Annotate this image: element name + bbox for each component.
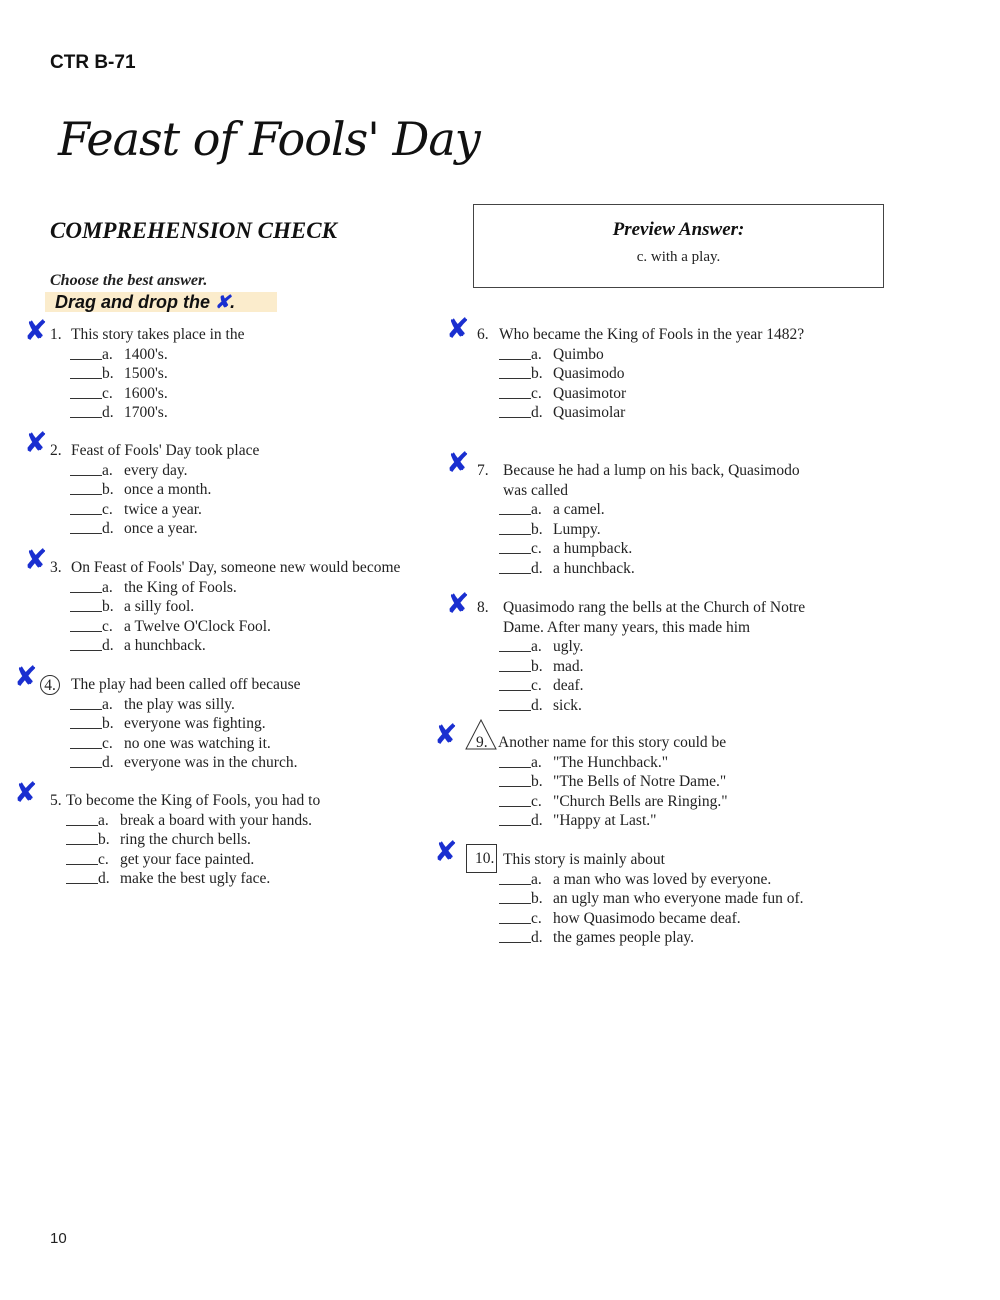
option-letter: c. [98, 850, 109, 868]
option-text: 1400's. [124, 345, 168, 363]
question-number [50, 558, 62, 577]
question-number [50, 791, 62, 810]
question-number-label: 3. [50, 559, 62, 576]
x-mark-icon: ✘ [215, 292, 231, 312]
answer-blank[interactable] [499, 813, 531, 826]
option-letter: a. [531, 638, 542, 655]
option-letter: d. [531, 559, 543, 577]
question-stem: was called [503, 481, 568, 499]
option-letter: d. [102, 637, 114, 654]
option-letter: d. [102, 404, 114, 421]
option-letter: c. [531, 792, 542, 810]
question-number [40, 675, 60, 695]
option-text: a man who was loved by everyone. [553, 870, 772, 888]
option-letter: a. [531, 501, 542, 518]
option-text: a camel. [553, 501, 605, 518]
question-number-label: 10. [466, 844, 497, 873]
draggable-x-mark[interactable]: ✘ [24, 314, 48, 347]
question-number [466, 844, 497, 873]
worksheet-code: CTR B-71 [50, 52, 136, 73]
option-text: 1600's. [124, 384, 168, 402]
option-text: "Happy at Last." [553, 812, 657, 829]
answer-blank[interactable] [70, 366, 102, 379]
option-text: 1500's. [124, 365, 168, 382]
option-letter: d. [531, 696, 543, 714]
answer-blank[interactable] [499, 774, 531, 787]
question-stem: The play had been called off because [71, 676, 301, 693]
option-text: an ugly man who everyone made fun of. [553, 890, 804, 907]
answer-blank[interactable] [499, 561, 531, 574]
option-text: a hunchback. [124, 637, 206, 654]
option-text: the play was silly. [124, 695, 235, 713]
draggable-x-mark[interactable]: ✘ [446, 446, 470, 479]
option-letter: b. [531, 657, 543, 675]
option-letter: c. [531, 384, 542, 402]
answer-blank[interactable] [499, 911, 531, 924]
draggable-x-mark[interactable]: ✘ [446, 312, 470, 345]
drag-period: . [230, 292, 236, 312]
question-stem: Because he had a lump on his back, Quasimodo [503, 462, 800, 479]
answer-blank[interactable] [499, 698, 531, 711]
answer-blank[interactable] [70, 482, 102, 495]
option-text: once a year. [124, 520, 198, 537]
answer-blank[interactable] [70, 580, 102, 593]
answer-blank[interactable] [70, 405, 102, 418]
option-letter: b. [531, 773, 543, 790]
option-text: ugly. [553, 638, 584, 655]
question-number-label: 6. [477, 326, 489, 343]
option-text: sick. [553, 696, 582, 714]
option-text: Quasimotor [553, 384, 627, 402]
question-number [477, 461, 489, 480]
answer-blank[interactable] [70, 755, 102, 768]
preview-answer: c. with a play. [636, 249, 721, 265]
answer-blank[interactable] [70, 716, 102, 729]
answer-blank[interactable] [70, 463, 102, 476]
answer-blank[interactable] [499, 794, 531, 807]
option-letter: a. [102, 695, 113, 713]
answer-blank[interactable] [70, 697, 102, 710]
question-number-label: 7. [477, 462, 489, 479]
option-text: get your face painted. [120, 850, 255, 868]
option-letter: b. [531, 520, 543, 538]
answer-blank[interactable] [66, 852, 98, 865]
option-text: deaf. [553, 677, 584, 694]
answer-blank[interactable] [499, 386, 531, 399]
option-text: a Twelve O'Clock Fool. [124, 617, 271, 635]
draggable-x-mark[interactable]: ✘ [434, 835, 458, 868]
question-stem: Another name for this story could be [498, 734, 727, 751]
option-letter: a. [531, 345, 542, 363]
option-letter: b. [98, 831, 110, 848]
option-letter: d. [102, 754, 114, 771]
answer-blank[interactable] [70, 347, 102, 360]
answer-blank[interactable] [499, 659, 531, 672]
option-letter: c. [102, 384, 113, 402]
option-letter: a. [531, 870, 542, 888]
question-number-label: 4. [40, 675, 60, 695]
answer-blank[interactable] [499, 891, 531, 904]
question-stem: Dame. After many years, this made him [503, 618, 751, 636]
option-letter: b. [102, 598, 114, 615]
question-stem: This story is mainly about [503, 851, 665, 868]
draggable-x-mark[interactable]: ✘ [24, 426, 48, 459]
answer-blank[interactable] [70, 599, 102, 612]
option-letter: a. [98, 811, 109, 829]
option-text: the games people play. [553, 929, 695, 946]
answer-blank[interactable] [499, 639, 531, 652]
answer-blank[interactable] [70, 521, 102, 534]
option-letter: c. [531, 540, 542, 557]
option-text: a humpback. [553, 540, 633, 557]
answer-blank[interactable] [499, 678, 531, 691]
answer-blank[interactable] [499, 405, 531, 418]
option-letter: c. [102, 734, 113, 752]
option-letter: a. [102, 461, 113, 479]
question-stem: On Feast of Fools' Day, someone new would become [71, 559, 401, 576]
question-stem: This story takes place in the [71, 326, 245, 343]
option-text: ring the church bells. [120, 831, 251, 848]
option-text: Quasimodo [553, 365, 625, 382]
option-letter: d. [98, 870, 110, 887]
option-text: everyone was fighting. [124, 715, 266, 732]
option-text: 1700's. [124, 404, 168, 421]
preview-heading: Preview Answer: [612, 219, 745, 240]
option-letter: b. [102, 715, 114, 732]
option-letter: a. [102, 345, 113, 363]
option-letter: b. [531, 890, 543, 907]
drag-instruction [45, 292, 277, 312]
option-letter: b. [531, 365, 543, 382]
draggable-x-mark[interactable]: ✘ [14, 660, 38, 693]
question-number-label: 1. [50, 326, 62, 343]
question-number [50, 325, 62, 344]
answer-blank[interactable] [499, 930, 531, 943]
question-number-label: 2. [50, 442, 62, 459]
option-letter: b. [102, 481, 114, 498]
preview-answer-box [473, 204, 884, 288]
option-letter: a. [102, 578, 113, 596]
question-number [477, 325, 489, 344]
option-letter: d. [531, 812, 543, 829]
option-text: how Quasimodo became deaf. [553, 909, 741, 927]
answer-blank[interactable] [499, 872, 531, 885]
answer-blank[interactable] [70, 386, 102, 399]
option-letter: c. [102, 617, 113, 635]
question-stem: Quasimodo rang the bells at the Church of Notre [503, 599, 806, 616]
option-text: everyone was in the church. [124, 754, 298, 771]
question-number [477, 598, 489, 617]
question-number [50, 441, 62, 460]
option-letter: c. [531, 677, 542, 694]
question-number-label: 9. [476, 734, 488, 751]
option-text: "Church Bells are Ringing." [553, 792, 728, 810]
drag-text: Drag and drop the [55, 292, 211, 312]
question-stem: Feast of Fools' Day took place [71, 442, 260, 459]
option-text: make the best ugly face. [120, 870, 271, 887]
option-letter: c. [102, 500, 113, 518]
option-text: the King of Fools. [124, 578, 237, 596]
option-text: "The Bells of Notre Dame." [553, 773, 727, 790]
answer-blank[interactable] [70, 736, 102, 749]
answer-blank[interactable] [499, 755, 531, 768]
option-letter: d. [102, 520, 114, 537]
page-number: 10 [50, 1230, 67, 1247]
option-text: Quimbo [553, 345, 604, 363]
option-text: Quasimolar [553, 404, 626, 421]
option-text: "The Hunchback." [553, 753, 669, 771]
option-letter: d. [531, 404, 543, 421]
draggable-x-mark[interactable]: ✘ [446, 587, 470, 620]
page-title: Feast of Fools' Day [58, 112, 480, 166]
option-text: once a month. [124, 481, 212, 498]
answer-blank[interactable] [66, 813, 98, 826]
option-text: Lumpy. [553, 520, 601, 538]
answer-blank[interactable] [66, 871, 98, 884]
option-text: a silly fool. [124, 598, 195, 615]
option-letter: b. [102, 365, 114, 382]
option-text: every day. [124, 461, 188, 479]
option-letter: a. [531, 753, 542, 771]
answer-blank[interactable] [499, 347, 531, 360]
answer-blank[interactable] [70, 619, 102, 632]
section-heading: COMPREHENSION CHECK [50, 218, 337, 243]
question-stem: Who became the King of Fools in the year 1482? [499, 326, 805, 343]
option-text: a hunchback. [553, 559, 635, 577]
option-text: mad. [553, 657, 584, 675]
draggable-x-mark[interactable]: ✘ [14, 776, 38, 809]
option-letter: d. [531, 929, 543, 946]
answer-blank[interactable] [499, 541, 531, 554]
draggable-x-mark[interactable]: ✘ [24, 543, 48, 576]
option-text: twice a year. [124, 500, 202, 518]
answer-blank[interactable] [70, 502, 102, 515]
answer-blank[interactable] [499, 522, 531, 535]
answer-blank[interactable] [499, 366, 531, 379]
answer-blank[interactable] [70, 638, 102, 651]
instructions: Choose the best answer. [50, 272, 208, 289]
question-number [466, 733, 488, 752]
question-number-label: 8. [477, 599, 489, 616]
draggable-x-mark[interactable]: ✘ [434, 718, 458, 751]
answer-blank[interactable] [66, 832, 98, 845]
answer-blank[interactable] [499, 502, 531, 515]
option-text: no one was watching it. [124, 734, 271, 752]
option-text: break a board with your hands. [120, 811, 312, 829]
option-letter: c. [531, 909, 542, 927]
question-stem: To become the King of Fools, you had to [66, 792, 321, 809]
question-number-label: 5. [50, 792, 62, 809]
